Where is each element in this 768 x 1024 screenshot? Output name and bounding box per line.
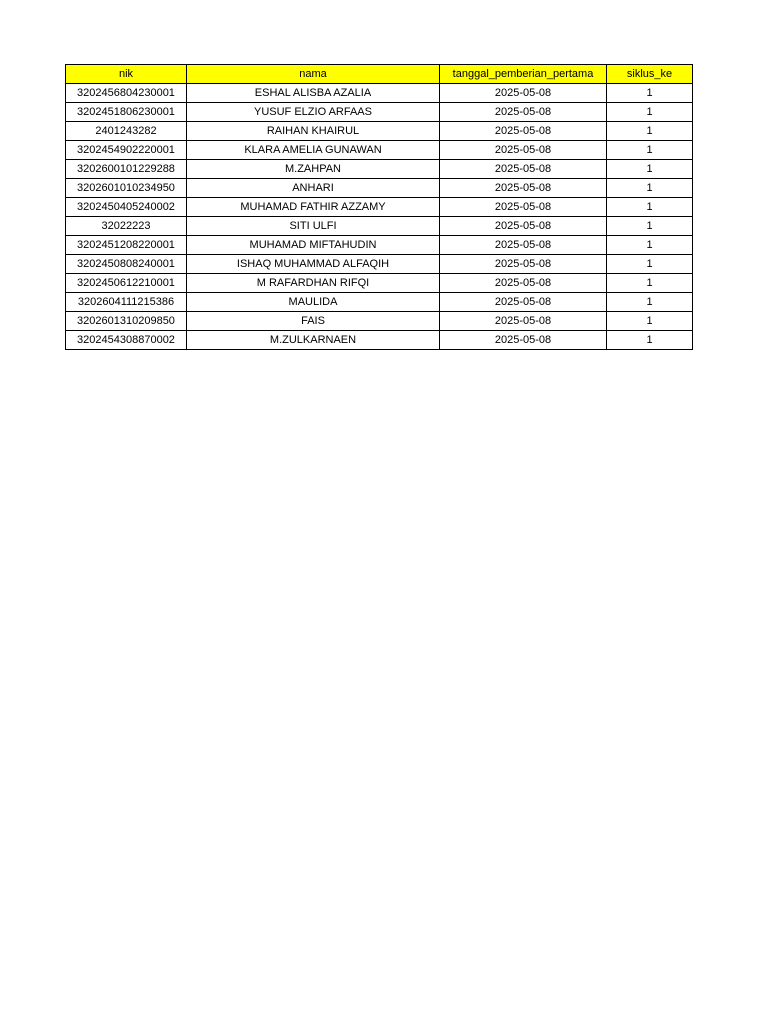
cell-nama: M.ZULKARNAEN (187, 331, 440, 350)
cell-tanggal-pemberian-pertama: 2025-05-08 (440, 274, 607, 293)
cell-siklus-ke: 1 (607, 160, 693, 179)
table-row (66, 236, 693, 255)
cell-nik: 3202600101229288 (66, 160, 187, 179)
table-row (66, 84, 693, 103)
cell-nama: RAIHAN KHAIRUL (187, 122, 440, 141)
cell-nama: M RAFARDHAN RIFQI (187, 274, 440, 293)
column-header-nik: nik (66, 65, 187, 84)
cell-tanggal-pemberian-pertama: 2025-05-08 (440, 141, 607, 160)
cell-siklus-ke: 1 (607, 122, 693, 141)
cell-nama: MUHAMAD MIFTAHUDIN (187, 236, 440, 255)
cell-tanggal-pemberian-pertama: 2025-05-08 (440, 103, 607, 122)
cell-nama: M.ZAHPAN (187, 160, 440, 179)
cell-nik: 3202454902220001 (66, 141, 187, 160)
cell-nik: 3202601010234950 (66, 179, 187, 198)
cell-siklus-ke: 1 (607, 274, 693, 293)
column-header-nama: nama (187, 65, 440, 84)
cell-siklus-ke: 1 (607, 84, 693, 103)
cell-tanggal-pemberian-pertama: 2025-05-08 (440, 255, 607, 274)
cell-nik: 3202604111215386 (66, 293, 187, 312)
cell-nik: 3202601310209850 (66, 312, 187, 331)
table-row (66, 198, 693, 217)
cell-tanggal-pemberian-pertama: 2025-05-08 (440, 122, 607, 141)
table-row (66, 274, 693, 293)
cell-tanggal-pemberian-pertama: 2025-05-08 (440, 293, 607, 312)
cell-siklus-ke: 1 (607, 179, 693, 198)
cell-tanggal-pemberian-pertama: 2025-05-08 (440, 331, 607, 350)
header-row (66, 65, 693, 84)
cell-nama: MAULIDA (187, 293, 440, 312)
cell-tanggal-pemberian-pertama: 2025-05-08 (440, 84, 607, 103)
cell-nik: 2401243282 (66, 122, 187, 141)
cell-nik: 3202456804230001 (66, 84, 187, 103)
cell-tanggal-pemberian-pertama: 2025-05-08 (440, 312, 607, 331)
cell-nama: ISHAQ MUHAMMAD ALFAQIH (187, 255, 440, 274)
data-table (65, 64, 693, 350)
cell-nama: YUSUF ELZIO ARFAAS (187, 103, 440, 122)
cell-siklus-ke: 1 (607, 198, 693, 217)
cell-tanggal-pemberian-pertama: 2025-05-08 (440, 198, 607, 217)
cell-siklus-ke: 1 (607, 141, 693, 160)
table-row (66, 293, 693, 312)
column-header-siklus-ke: siklus_ke (607, 65, 693, 84)
cell-tanggal-pemberian-pertama: 2025-05-08 (440, 160, 607, 179)
cell-siklus-ke: 1 (607, 312, 693, 331)
cell-nama: ANHARI (187, 179, 440, 198)
cell-siklus-ke: 1 (607, 217, 693, 236)
table-row (66, 331, 693, 350)
table-row (66, 160, 693, 179)
cell-nama: MUHAMAD FATHIR AZZAMY (187, 198, 440, 217)
cell-siklus-ke: 1 (607, 236, 693, 255)
cell-nik: 3202454308870002 (66, 331, 187, 350)
spreadsheet-page (65, 64, 693, 350)
cell-nik: 3202450612210001 (66, 274, 187, 293)
table-row (66, 179, 693, 198)
table-row (66, 217, 693, 236)
table-row (66, 103, 693, 122)
cell-siklus-ke: 1 (607, 103, 693, 122)
table-row (66, 312, 693, 331)
table-row (66, 122, 693, 141)
cell-tanggal-pemberian-pertama: 2025-05-08 (440, 236, 607, 255)
cell-nik: 32022223 (66, 217, 187, 236)
cell-nama: ESHAL ALISBA AZALIA (187, 84, 440, 103)
cell-siklus-ke: 1 (607, 331, 693, 350)
cell-nik: 3202451806230001 (66, 103, 187, 122)
cell-nama: FAIS (187, 312, 440, 331)
column-header-tanggal-pemberian-pertama: tanggal_pemberian_pertama (440, 65, 607, 84)
cell-nik: 3202450405240002 (66, 198, 187, 217)
cell-siklus-ke: 1 (607, 293, 693, 312)
table-row (66, 255, 693, 274)
cell-nama: SITI ULFI (187, 217, 440, 236)
table-row (66, 141, 693, 160)
cell-nama: KLARA AMELIA GUNAWAN (187, 141, 440, 160)
cell-nik: 3202451208220001 (66, 236, 187, 255)
cell-siklus-ke: 1 (607, 255, 693, 274)
table-body (66, 84, 693, 350)
cell-tanggal-pemberian-pertama: 2025-05-08 (440, 217, 607, 236)
cell-nik: 3202450808240001 (66, 255, 187, 274)
cell-tanggal-pemberian-pertama: 2025-05-08 (440, 179, 607, 198)
